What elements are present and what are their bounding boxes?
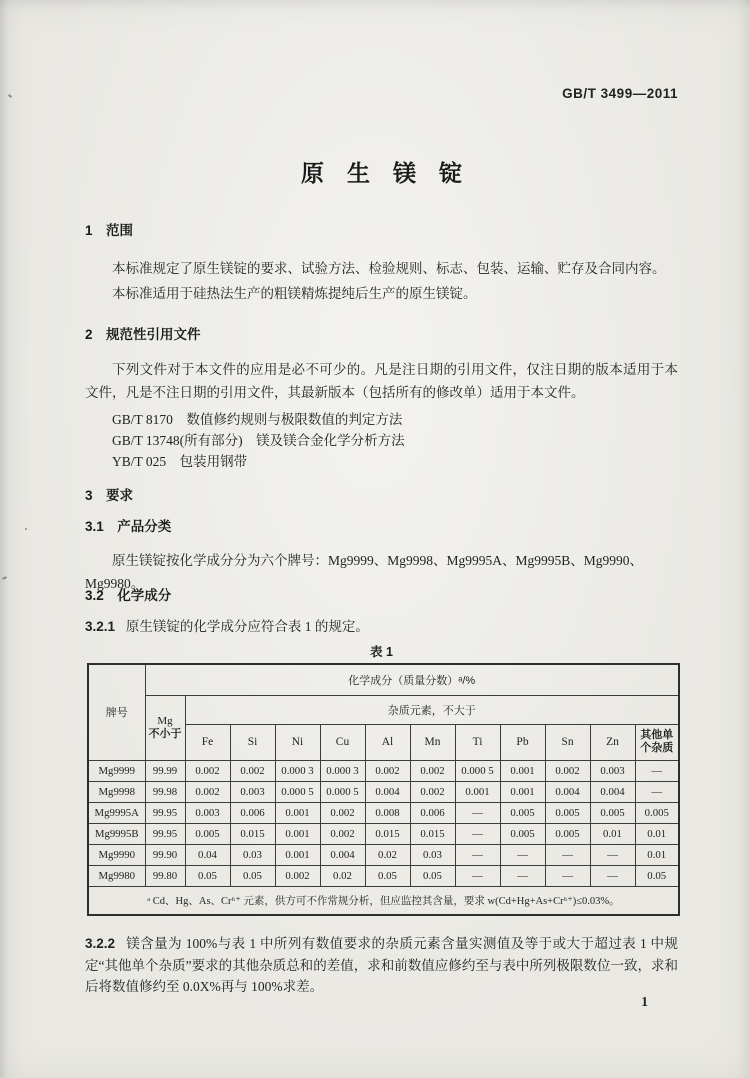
col-header-mg-limit: 不小于 <box>148 727 182 740</box>
normative-reference: GB/T 13748(所有部分) 镁及镁合金化学分析方法 <box>112 433 405 448</box>
clause-3-2-2 <box>85 933 678 998</box>
value-cell: — <box>455 865 500 886</box>
clause-number: 3.2.2 <box>85 936 116 951</box>
table-row <box>88 844 679 865</box>
value-cell: — <box>455 802 500 823</box>
col-header-other-line1: 其他单 <box>640 729 674 741</box>
value-cell: 0.002 <box>185 781 230 802</box>
col-header-brand: 牌号 <box>88 664 145 760</box>
col-header-cu: Cu <box>320 724 365 760</box>
value-cell: 0.05 <box>635 865 679 886</box>
mg-cell: 99.98 <box>145 781 185 802</box>
value-cell: 0.004 <box>365 781 410 802</box>
value-cell: — <box>455 844 500 865</box>
value-cell: — <box>500 865 545 886</box>
clause-text: 镁含量为 100%与表 1 中所列有数值要求的杂质元素含量实测值及等于或大于超过表 1 中规定“其他单个杂质”要求的其他杂质总和的差值，求和前数值应修约至与表中所列极限数位一致，求和后将数值修约至 0.0X%再与 100%求差。 <box>85 936 678 994</box>
section-3-heading: 3 要求 <box>85 488 134 503</box>
col-header-ti: Ti <box>455 724 500 760</box>
value-cell: 0.001 <box>455 781 500 802</box>
scan-speck <box>8 94 12 98</box>
value-cell: 0.01 <box>635 844 679 865</box>
value-cell: 0.002 <box>185 760 230 781</box>
value-cell: 0.002 <box>410 760 455 781</box>
value-cell: 0.05 <box>365 865 410 886</box>
brand-cell: Mg9995B <box>88 823 145 844</box>
value-cell: 0.001 <box>500 760 545 781</box>
value-cell: 0.015 <box>230 823 275 844</box>
value-cell: 0.001 <box>275 802 320 823</box>
section-3-2-heading: 3.2 化学成分 <box>85 588 172 603</box>
value-cell: 0.01 <box>635 823 679 844</box>
table-row <box>88 760 679 781</box>
value-cell: 0.000 3 <box>320 760 365 781</box>
value-cell: 0.006 <box>230 802 275 823</box>
table-footnote-row <box>88 886 679 915</box>
value-cell: 0.005 <box>635 802 679 823</box>
value-cell: 0.001 <box>500 781 545 802</box>
scan-speck <box>2 576 7 580</box>
value-cell: 0.02 <box>320 865 365 886</box>
col-header-zn: Zn <box>590 724 635 760</box>
col-header-impurities: 杂质元素，不大于 <box>185 695 679 724</box>
value-cell: 0.04 <box>185 844 230 865</box>
clause-3-2-1 <box>85 615 678 635</box>
table-1-caption: 表 1 <box>370 645 393 659</box>
document-title: 原 生 镁 锭 <box>301 161 462 186</box>
col-header-mg-symbol: Mg <box>157 714 173 727</box>
value-cell: 0.015 <box>410 823 455 844</box>
value-cell: 0.005 <box>590 802 635 823</box>
value-cell: 0.008 <box>365 802 410 823</box>
table-1-container <box>85 663 678 916</box>
brand-cell: Mg9999 <box>88 760 145 781</box>
value-cell: 0.002 <box>320 823 365 844</box>
value-cell: — <box>590 865 635 886</box>
col-header-fe: Fe <box>185 724 230 760</box>
brand-cell: Mg9990 <box>88 844 145 865</box>
col-header-si: Si <box>230 724 275 760</box>
value-cell: — <box>500 844 545 865</box>
table-footnote: ᵃ Cd、Hg、As、Cr⁶⁺ 元素，供方可不作常规分析，但应监控其含量，要求 w(Cd+Hg+As+Cr⁶⁺)≤0.03%。 <box>88 886 679 915</box>
col-header-mn: Mn <box>410 724 455 760</box>
value-cell: 0.000 5 <box>320 781 365 802</box>
value-cell: — <box>545 844 590 865</box>
value-cell: 0.001 <box>275 844 320 865</box>
value-cell: 0.004 <box>320 844 365 865</box>
mg-cell: 99.95 <box>145 802 185 823</box>
value-cell: 0.005 <box>500 802 545 823</box>
table-row <box>88 823 679 844</box>
section-2-paragraph-1: 下列文件对于本文件的应用是必不可少的。凡是注日期的引用文件，仅注日期的版本适用于本文件，凡是不注日期的引用文件，其最新版本（包括所有的修改单）适用于本文件。 <box>85 362 678 400</box>
value-cell: 0.000 5 <box>455 760 500 781</box>
value-cell: — <box>590 844 635 865</box>
section-3-1-paragraph: 原生镁锭按化学成分分为六个牌号：Mg9999、Mg9998、Mg9995A、Mg9995B、Mg9990、Mg9980。 <box>85 553 644 591</box>
value-cell: 0.002 <box>545 760 590 781</box>
normative-reference: YB/T 025 包装用钢带 <box>112 454 248 469</box>
col-header-other-line2: 个杂质 <box>640 742 674 754</box>
value-cell: 0.002 <box>410 781 455 802</box>
col-header-mg <box>145 695 185 760</box>
value-cell: 0.02 <box>365 844 410 865</box>
col-header-sn: Sn <box>545 724 590 760</box>
section-1-heading: 1 范围 <box>85 223 134 238</box>
value-cell: 0.006 <box>410 802 455 823</box>
value-cell: 0.000 3 <box>275 760 320 781</box>
value-cell: — <box>545 865 590 886</box>
mg-cell: 99.90 <box>145 844 185 865</box>
section-1-paragraph-1: 本标准规定了原生镁锭的要求、试验方法、检验规则、标志、包装、运输、贮存及合同内容。 <box>112 261 666 276</box>
value-cell: — <box>635 760 679 781</box>
value-cell: 0.002 <box>365 760 410 781</box>
value-cell: 0.003 <box>230 781 275 802</box>
value-cell: 0.01 <box>590 823 635 844</box>
value-cell: 0.005 <box>185 823 230 844</box>
clause-number: 3.2.1 <box>85 619 116 634</box>
value-cell: — <box>455 823 500 844</box>
col-header-pb: Pb <box>500 724 545 760</box>
value-cell: 0.05 <box>410 865 455 886</box>
value-cell: — <box>635 781 679 802</box>
col-header-ni: Ni <box>275 724 320 760</box>
col-header-al: Al <box>365 724 410 760</box>
section-1-paragraph-2: 本标准适用于硅热法生产的粗镁精炼提纯后生产的原生镁锭。 <box>112 286 477 301</box>
value-cell: 0.004 <box>545 781 590 802</box>
value-cell: 0.015 <box>365 823 410 844</box>
mg-cell: 99.99 <box>145 760 185 781</box>
value-cell: 0.002 <box>275 865 320 886</box>
section-2-heading: 2 规范性引用文件 <box>85 327 201 342</box>
brand-cell: Mg9980 <box>88 865 145 886</box>
brand-cell: Mg9995A <box>88 802 145 823</box>
value-cell: 0.002 <box>230 760 275 781</box>
page-number: 1 <box>641 994 648 1009</box>
table-1 <box>87 663 680 916</box>
value-cell: 0.000 5 <box>275 781 320 802</box>
standard-number: GB/T 3499—2011 <box>562 86 678 101</box>
col-header-composition: 化学成分（质量分数）ᵃ/% <box>145 664 679 695</box>
value-cell: 0.003 <box>185 802 230 823</box>
normative-reference: GB/T 8170 数值修约规则与极限数值的判定方法 <box>112 412 403 427</box>
brand-cell: Mg9998 <box>88 781 145 802</box>
col-header-other-impurity <box>635 724 679 760</box>
section-3-1-heading: 3.1 产品分类 <box>85 519 172 534</box>
value-cell: 0.005 <box>545 802 590 823</box>
value-cell: 0.004 <box>590 781 635 802</box>
mg-cell: 99.95 <box>145 823 185 844</box>
value-cell: 0.001 <box>275 823 320 844</box>
value-cell: 0.05 <box>230 865 275 886</box>
scan-speck <box>25 528 27 530</box>
value-cell: 0.002 <box>320 802 365 823</box>
value-cell: 0.003 <box>590 760 635 781</box>
table-row <box>88 802 679 823</box>
mg-cell: 99.80 <box>145 865 185 886</box>
clause-text: 原生镁锭的化学成分应符合表 1 的规定。 <box>125 619 369 634</box>
table-row <box>88 865 679 886</box>
value-cell: 0.05 <box>185 865 230 886</box>
value-cell: 0.03 <box>230 844 275 865</box>
value-cell: 0.03 <box>410 844 455 865</box>
table-row <box>88 781 679 802</box>
value-cell: 0.005 <box>500 823 545 844</box>
value-cell: 0.005 <box>545 823 590 844</box>
